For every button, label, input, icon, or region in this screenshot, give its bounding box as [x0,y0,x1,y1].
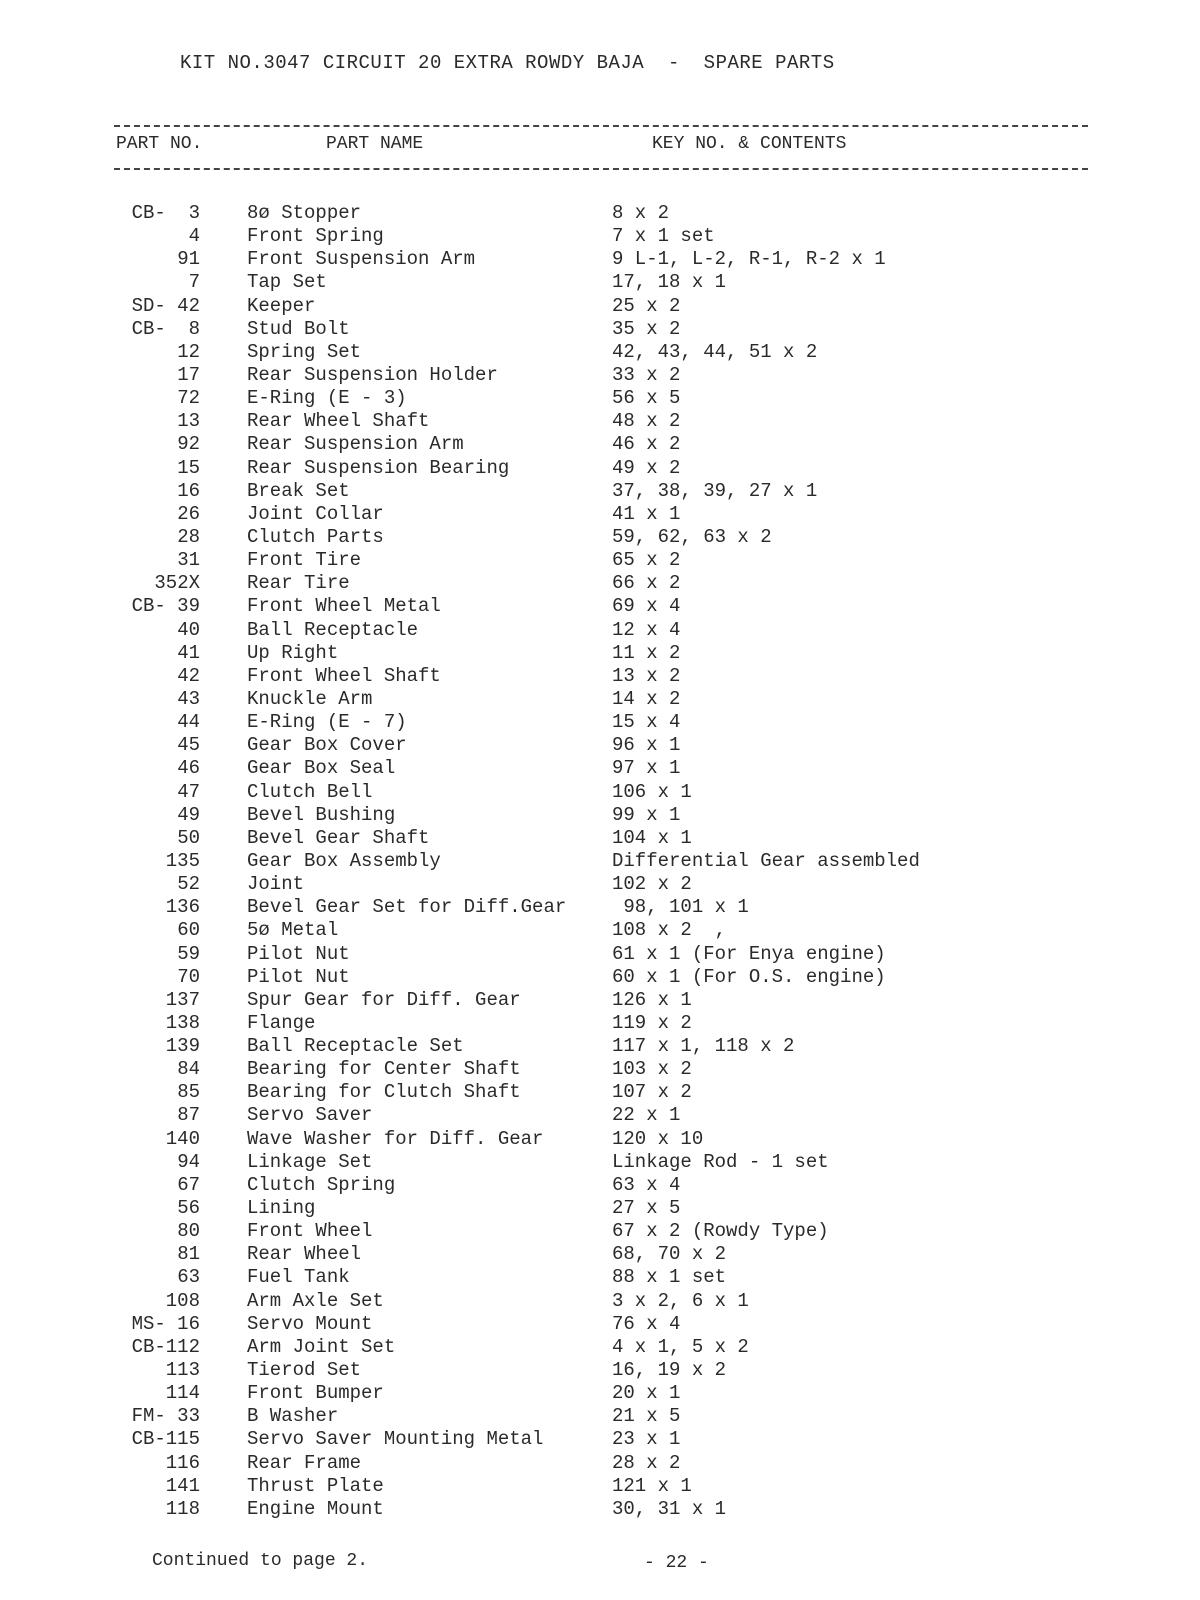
parts-row [0,457,1200,480]
part-number: 28 [177,525,200,548]
page-title: KIT NO.3047 CIRCUIT 20 EXTRA ROWDY BAJA - SPARE PARTS [180,52,835,74]
key-contents: 41 x 1 [612,502,681,525]
key-contents: 106 x 1 [612,780,692,803]
parts-row [0,896,1200,919]
part-name: Clutch Parts [247,525,384,548]
key-contents: 98, 101 x 1 [612,896,749,919]
part-name: Bevel Bushing [247,803,396,826]
parts-row [0,295,1200,318]
part-name: Keeper [247,294,316,317]
key-contents: 28 x 2 [612,1451,681,1474]
parts-row [0,1405,1200,1428]
part-name: Spur Gear for Diff. Gear [247,988,521,1011]
part-name: Ball Receptacle [247,618,419,641]
parts-row [0,1359,1200,1382]
key-contents: 3 x 2, 6 x 1 [612,1289,749,1312]
part-number: 87 [177,1104,200,1127]
part-name: Gear Box Seal [247,757,396,780]
continued-note: Continued to page 2. [152,1551,369,1571]
key-contents: 67 x 2 (Rowdy Type) [612,1220,829,1243]
key-contents: 12 x 4 [612,618,681,641]
part-number: CB-112 [131,1335,200,1358]
part-name: Rear Frame [247,1451,362,1474]
parts-row [0,549,1200,572]
part-name: Bevel Gear Shaft [247,826,430,849]
key-contents: 97 x 1 [612,757,681,780]
part-number: CB- 39 [131,595,200,618]
parts-row [0,572,1200,595]
key-contents: 68, 70 x 2 [612,1243,727,1266]
part-number: 60 [177,919,200,942]
parts-row [0,1197,1200,1220]
part-name: Clutch Spring [247,1173,396,1196]
part-name: Thrust Plate [247,1474,384,1497]
part-number: 47 [177,780,200,803]
parts-row [0,688,1200,711]
part-name: Front Wheel Metal [247,595,441,618]
parts-row [0,1151,1200,1174]
part-number: 352X [154,572,200,595]
part-name: E-Ring (E - 7) [247,711,407,734]
parts-row [0,642,1200,665]
key-contents: 117 x 1, 118 x 2 [612,1035,795,1058]
key-contents: 76 x 4 [612,1312,681,1335]
part-number: 63 [177,1266,200,1289]
part-number: 7 [188,271,200,294]
part-name: Ball Receptacle Set [247,1035,464,1058]
key-contents: 49 x 2 [612,456,681,479]
parts-row [0,1104,1200,1127]
part-number: 15 [177,456,200,479]
part-name: Arm Joint Set [247,1335,396,1358]
parts-row [0,387,1200,410]
parts-row [0,433,1200,456]
part-name: Up Right [247,641,339,664]
part-name: Fuel Tank [247,1266,350,1289]
parts-row [0,318,1200,341]
parts-row [0,364,1200,387]
parts-row [0,827,1200,850]
part-name: Wave Washer for Diff. Gear [247,1127,544,1150]
part-number: 80 [177,1220,200,1243]
part-name: Bevel Gear Set for Diff.Gear [247,896,567,919]
part-number: 49 [177,803,200,826]
parts-row [0,781,1200,804]
part-number: SD- 42 [131,294,200,317]
key-contents: 66 x 2 [612,572,681,595]
part-number: 41 [177,641,200,664]
key-contents: Differential Gear assembled [612,849,920,872]
part-name: E-Ring (E - 3) [247,387,407,410]
header-top-rule [114,125,1088,127]
key-contents: 13 x 2 [612,664,681,687]
part-number: 59 [177,942,200,965]
part-number: 116 [165,1451,200,1474]
part-number: 108 [165,1289,200,1312]
key-contents: 56 x 5 [612,387,681,410]
part-number: 136 [165,896,200,919]
part-number: 40 [177,618,200,641]
key-contents: 59, 62, 63 x 2 [612,525,772,548]
part-number: 140 [165,1127,200,1150]
part-number: 56 [177,1197,200,1220]
parts-list [0,202,1200,1521]
parts-row [0,225,1200,248]
key-contents: 104 x 1 [612,826,692,849]
key-contents: 8 x 2 [612,202,670,224]
part-name: 5ø Metal [247,919,339,942]
part-number: 12 [177,340,200,363]
part-number: 91 [177,248,200,271]
part-name: B Washer [247,1405,339,1428]
part-number: 135 [165,849,200,872]
key-contents: 121 x 1 [612,1474,692,1497]
key-contents: 20 x 1 [612,1382,681,1405]
part-name: Front Bumper [247,1382,384,1405]
key-contents: 15 x 4 [612,711,681,734]
part-name: Gear Box Assembly [247,849,441,872]
key-contents: 7 x 1 set [612,225,715,248]
parts-row [0,873,1200,896]
parts-row [0,665,1200,688]
key-contents: 27 x 5 [612,1197,681,1220]
part-number: 67 [177,1173,200,1196]
parts-row [0,1452,1200,1475]
part-name: Clutch Bell [247,780,373,803]
key-contents: 21 x 5 [612,1405,681,1428]
parts-row [0,1382,1200,1405]
parts-row [0,966,1200,989]
parts-row [0,734,1200,757]
part-name: Bearing for Clutch Shaft [247,1081,521,1104]
key-contents: 61 x 1 (For Enya engine) [612,942,886,965]
part-name: 8ø Stopper [247,202,362,224]
key-contents: 16, 19 x 2 [612,1359,727,1382]
parts-row [0,503,1200,526]
part-name: Pilot Nut [247,942,350,965]
part-name: Break Set [247,479,350,502]
parts-row [0,1128,1200,1151]
parts-row [0,804,1200,827]
part-number: 113 [165,1359,200,1382]
part-number: 4 [188,225,200,248]
part-number: 138 [165,1011,200,1034]
part-name: Servo Mount [247,1312,373,1335]
parts-row [0,919,1200,942]
header-part-name: PART NAME [326,134,424,154]
key-contents: 17, 18 x 1 [612,271,727,294]
key-contents: 4 x 1, 5 x 2 [612,1335,749,1358]
key-contents: 23 x 1 [612,1428,681,1451]
part-name: Flange [247,1011,316,1034]
key-contents: 126 x 1 [612,988,692,1011]
part-name: Joint [247,873,305,896]
part-number: 17 [177,363,200,386]
key-contents: 33 x 2 [612,363,681,386]
key-contents: 11 x 2 [612,641,681,664]
key-contents: 48 x 2 [612,410,681,433]
key-contents: Linkage Rod - 1 set [612,1150,829,1173]
part-number: 26 [177,502,200,525]
key-contents: 22 x 1 [612,1104,681,1127]
parts-row [0,1081,1200,1104]
parts-row [0,1266,1200,1289]
part-name: Gear Box Cover [247,734,407,757]
header-key-contents: KEY NO. & CONTENTS [652,134,847,154]
header-part-no: PART NO. [116,134,203,154]
part-name: Lining [247,1197,316,1220]
part-name: Front Suspension Arm [247,248,476,271]
parts-row [0,1313,1200,1336]
part-number: CB- 3 [131,202,200,224]
key-contents: 107 x 2 [612,1081,692,1104]
parts-row [0,1336,1200,1359]
key-contents: 37, 38, 39, 27 x 1 [612,479,818,502]
parts-row [0,202,1200,225]
part-name: Servo Saver [247,1104,373,1127]
parts-row [0,271,1200,294]
part-name: Stud Bolt [247,317,350,340]
part-name: Rear Wheel Shaft [247,410,430,433]
part-number: 44 [177,711,200,734]
part-name: Knuckle Arm [247,687,373,710]
key-contents: 102 x 2 [612,873,692,896]
key-contents: 103 x 2 [612,1058,692,1081]
part-name: Rear Tire [247,572,350,595]
part-number: 81 [177,1243,200,1266]
key-contents: 46 x 2 [612,433,681,456]
part-name: Front Tire [247,549,362,572]
part-number: 85 [177,1081,200,1104]
parts-row [0,1428,1200,1451]
part-number: 141 [165,1474,200,1497]
key-contents: 65 x 2 [612,549,681,572]
part-name: Rear Suspension Arm [247,433,464,456]
key-contents: 60 x 1 (For O.S. engine) [612,965,886,988]
part-number: 139 [165,1035,200,1058]
part-number: 43 [177,687,200,710]
part-name: Pilot Nut [247,965,350,988]
key-contents: 99 x 1 [612,803,681,826]
key-contents: 25 x 2 [612,294,681,317]
part-number: CB- 8 [131,317,200,340]
parts-row [0,989,1200,1012]
part-number: 94 [177,1150,200,1173]
key-contents: 35 x 2 [612,317,681,340]
parts-row [0,943,1200,966]
parts-row [0,480,1200,503]
parts-row [0,619,1200,642]
part-number: MS- 16 [131,1312,200,1335]
part-number: 118 [165,1497,200,1520]
key-contents: 9 L-1, L-2, R-1, R-2 x 1 [612,248,886,271]
part-name: Joint Collar [247,502,384,525]
key-contents: 14 x 2 [612,687,681,710]
key-contents: 120 x 10 [612,1127,704,1150]
key-contents: 96 x 1 [612,734,681,757]
key-contents: 88 x 1 set [612,1266,727,1289]
part-number: 45 [177,734,200,757]
parts-row [0,850,1200,873]
parts-row [0,248,1200,271]
part-number: 92 [177,433,200,456]
part-name: Rear Wheel [247,1243,362,1266]
header-bottom-rule [114,168,1088,170]
part-number: 84 [177,1058,200,1081]
key-contents: 119 x 2 [612,1011,692,1034]
part-name: Bearing for Center Shaft [247,1058,521,1081]
part-name: Front Wheel [247,1220,373,1243]
key-contents: 30, 31 x 1 [612,1497,727,1520]
parts-row [0,341,1200,364]
parts-row [0,711,1200,734]
parts-row [0,1058,1200,1081]
part-number: 46 [177,757,200,780]
part-name: Front Wheel Shaft [247,664,441,687]
part-number: CB-115 [131,1428,200,1451]
part-name: Servo Saver Mounting Metal [247,1428,544,1451]
parts-row [0,1012,1200,1035]
part-name: Tap Set [247,271,327,294]
part-name: Spring Set [247,340,362,363]
part-name: Tierod Set [247,1359,362,1382]
part-number: 70 [177,965,200,988]
parts-row [0,1498,1200,1521]
part-name: Engine Mount [247,1497,384,1520]
part-number: 137 [165,988,200,1011]
part-number: 16 [177,479,200,502]
parts-row [0,757,1200,780]
page-number: - 22 - [644,1553,709,1573]
part-number: FM- 33 [131,1405,200,1428]
parts-row [0,1475,1200,1498]
parts-row [0,526,1200,549]
part-name: Arm Axle Set [247,1289,384,1312]
part-name: Rear Suspension Bearing [247,456,510,479]
part-number: 31 [177,549,200,572]
part-name: Linkage Set [247,1150,373,1173]
part-name: Front Spring [247,225,384,248]
parts-row [0,1243,1200,1266]
part-number: 13 [177,410,200,433]
parts-row [0,595,1200,618]
key-contents: 63 x 4 [612,1173,681,1196]
parts-row [0,410,1200,433]
key-contents: 42, 43, 44, 51 x 2 [612,340,818,363]
part-number: 52 [177,873,200,896]
key-contents: 69 x 4 [612,595,681,618]
part-number: 114 [165,1382,200,1405]
part-number: 72 [177,387,200,410]
parts-row [0,1290,1200,1313]
parts-row [0,1035,1200,1058]
part-number: 50 [177,826,200,849]
part-number: 42 [177,664,200,687]
key-contents: 108 x 2 , [612,919,727,942]
parts-row [0,1220,1200,1243]
parts-row [0,1174,1200,1197]
part-name: Rear Suspension Holder [247,363,498,386]
